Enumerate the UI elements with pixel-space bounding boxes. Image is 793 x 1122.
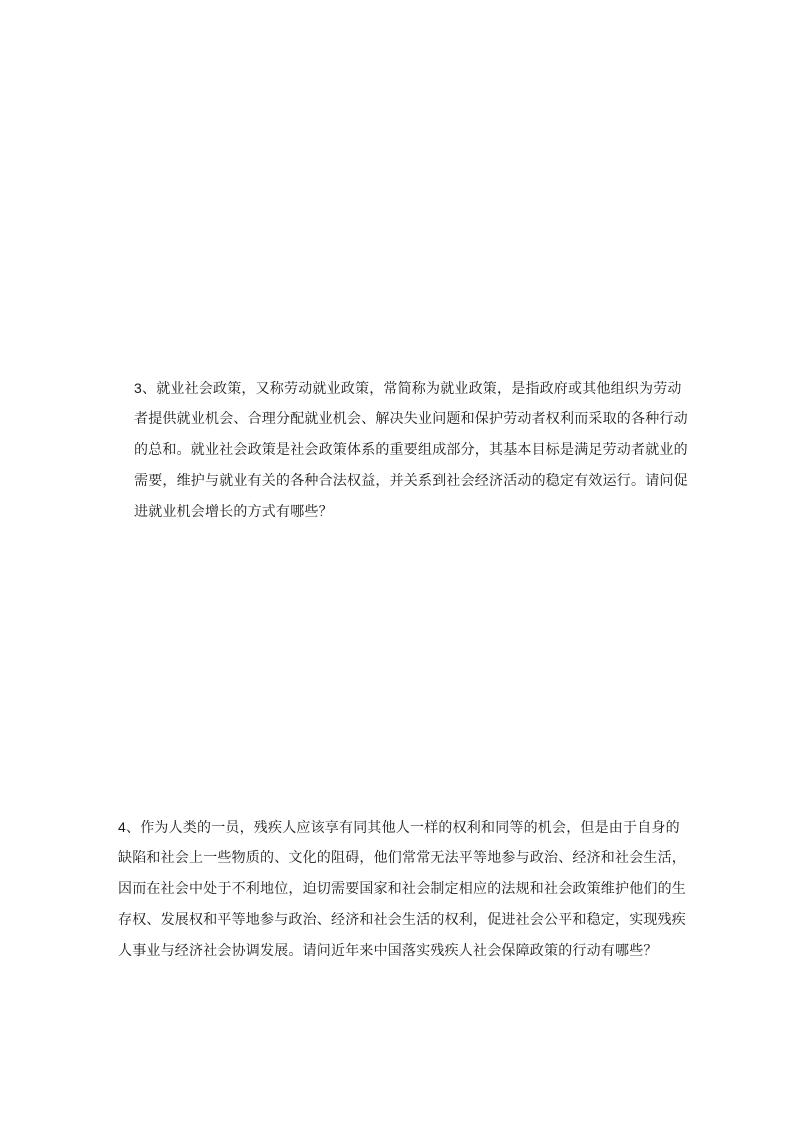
question-3-line-1: 3、就业社会政策，又称劳动就业政策，常简称为就业政策，是指政府或其他组织为劳动 bbox=[134, 380, 682, 397]
question-3-number: 3 bbox=[134, 380, 142, 396]
question-4-line-4: 存权、发展权和平等地参与政治、经济和社会生活的权利，促进社会公平和稳定，实现残疾 bbox=[118, 912, 686, 928]
question-4-number: 4 bbox=[118, 819, 126, 835]
question-4-line-5: 人事业与经济社会协调发展。请问近年来中国落实残疾人社会保障政策的行动有哪些？ bbox=[118, 943, 658, 959]
question-4-line-3: 因而在社会中处于不利地位，迫切需要国家和社会制定相应的法规和社会政策维护他们的生 bbox=[118, 881, 686, 897]
question-3-line-2: 者提供就业机会、合理分配就业机会、解决失业问题和保护劳动者权利而采取的各种行动 bbox=[134, 411, 688, 427]
question-4-line-2: 缺陷和社会上一些物质的、文化的阻碍，他们常常无法平等地参与政治、经济和社会生活， bbox=[118, 850, 686, 866]
question-3-line-3: 的总和。就业社会政策是社会政策体系的重要组成部分，其基本目标是满足劳动者就业的 bbox=[134, 442, 688, 458]
question-4 bbox=[118, 812, 686, 967]
question-3 bbox=[134, 373, 688, 528]
question-3-line-4: 需要，维护与就业有关的各种合法权益，并关系到社会经济活动的稳定有效运行。请问促 bbox=[134, 473, 688, 489]
question-3-line-5: 进就业机会增长的方式有哪些？ bbox=[134, 504, 333, 520]
question-4-line-1: 4、作为人类的一员，残疾人应该享有同其他人一样的权利和同等的机会，但是由于自身的 bbox=[118, 819, 680, 836]
